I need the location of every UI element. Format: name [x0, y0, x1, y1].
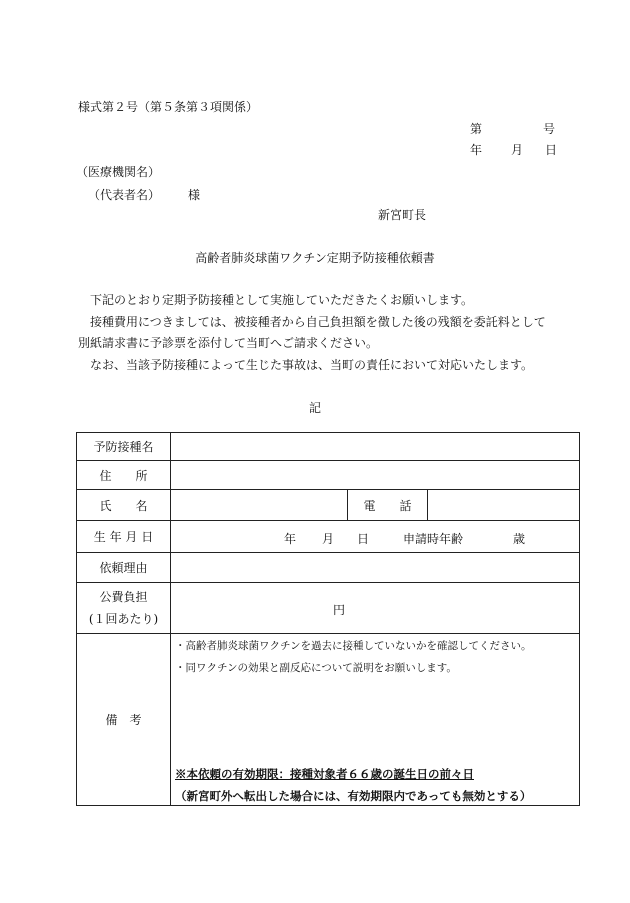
remarks-label: 備 考 [77, 634, 171, 806]
address-label: 住 所 [77, 461, 171, 490]
recipient-field[interactable] [171, 433, 580, 461]
age-label: 申請時年齢 [403, 531, 464, 546]
number-prefix: 第 [470, 122, 483, 136]
name-field[interactable] [171, 490, 348, 521]
recipient-label: 予防接種名 [77, 433, 171, 461]
body-paragraph-1: 下記のとおり定期予防接種として実施していただきたくお願いします。 [90, 293, 474, 307]
body-paragraph-2: 接種費用につきましては、被接種者から自己負担額を徴した後の残額を委託料として [90, 315, 546, 329]
validity-exception: （新宮町外へ転出した場合には、有効期限内であっても無効とする） [175, 789, 532, 803]
validity-notice: ※本依頼の有効期限：接種対象者６６歳の誕生日の前々日 [175, 767, 474, 781]
dob-day: 日 [357, 531, 370, 546]
number-suffix: 号 [543, 122, 556, 136]
reason-label: 依頼理由 [77, 553, 171, 583]
phone-label: 電 話 [348, 490, 428, 521]
document-title: 高齢者肺炎球菌ワクチン定期予防接種依頼書 [195, 251, 435, 265]
phone-field[interactable] [428, 490, 580, 521]
request-table [76, 432, 580, 806]
issuer: 新宮町長 [378, 208, 427, 222]
dob-month: 月 [322, 531, 335, 546]
dob-label: 生 年 月 日 [77, 521, 171, 553]
subsidy-sub: (１回あたり) [88, 612, 159, 626]
medical-institution-label: （医療機関名） [76, 165, 161, 179]
name-label: 氏 名 [77, 490, 171, 521]
date-month: 月 [511, 143, 524, 157]
body-paragraph-3: 別紙請求書に予診票を添付して当町へご請求ください。 [78, 336, 379, 350]
representative-label: （代表者名） [88, 188, 161, 202]
remarks-note-1: ・高齢者肺炎球菌ワクチンを過去に接種していないかを確認してください。 [175, 640, 532, 652]
date-day: 日 [545, 143, 558, 157]
form-number: 様式第２号（第５条第３項関係） [78, 100, 259, 114]
address-field[interactable] [171, 461, 580, 490]
subsidy-field[interactable] [171, 583, 580, 634]
dob-year: 年 [284, 531, 297, 546]
date-year: 年 [470, 143, 483, 157]
dob-field[interactable] [171, 521, 580, 553]
reason-field[interactable] [171, 553, 580, 583]
subsidy-label-cell [77, 583, 171, 634]
honorific: 様 [188, 188, 201, 202]
body-paragraph-4: なお、当該予防接種によって生じた事故は、当町の責任において対応いたします。 [90, 358, 534, 372]
remarks-field [171, 634, 580, 806]
ki-heading: 記 [308, 401, 321, 415]
remarks-note-2: ・同ワクチンの効果と副反応について説明をお願いします。 [175, 662, 457, 674]
subsidy-label: 公費負担 [99, 590, 148, 604]
subsidy-unit: 円 [333, 602, 346, 617]
age-unit: 歳 [513, 531, 526, 546]
